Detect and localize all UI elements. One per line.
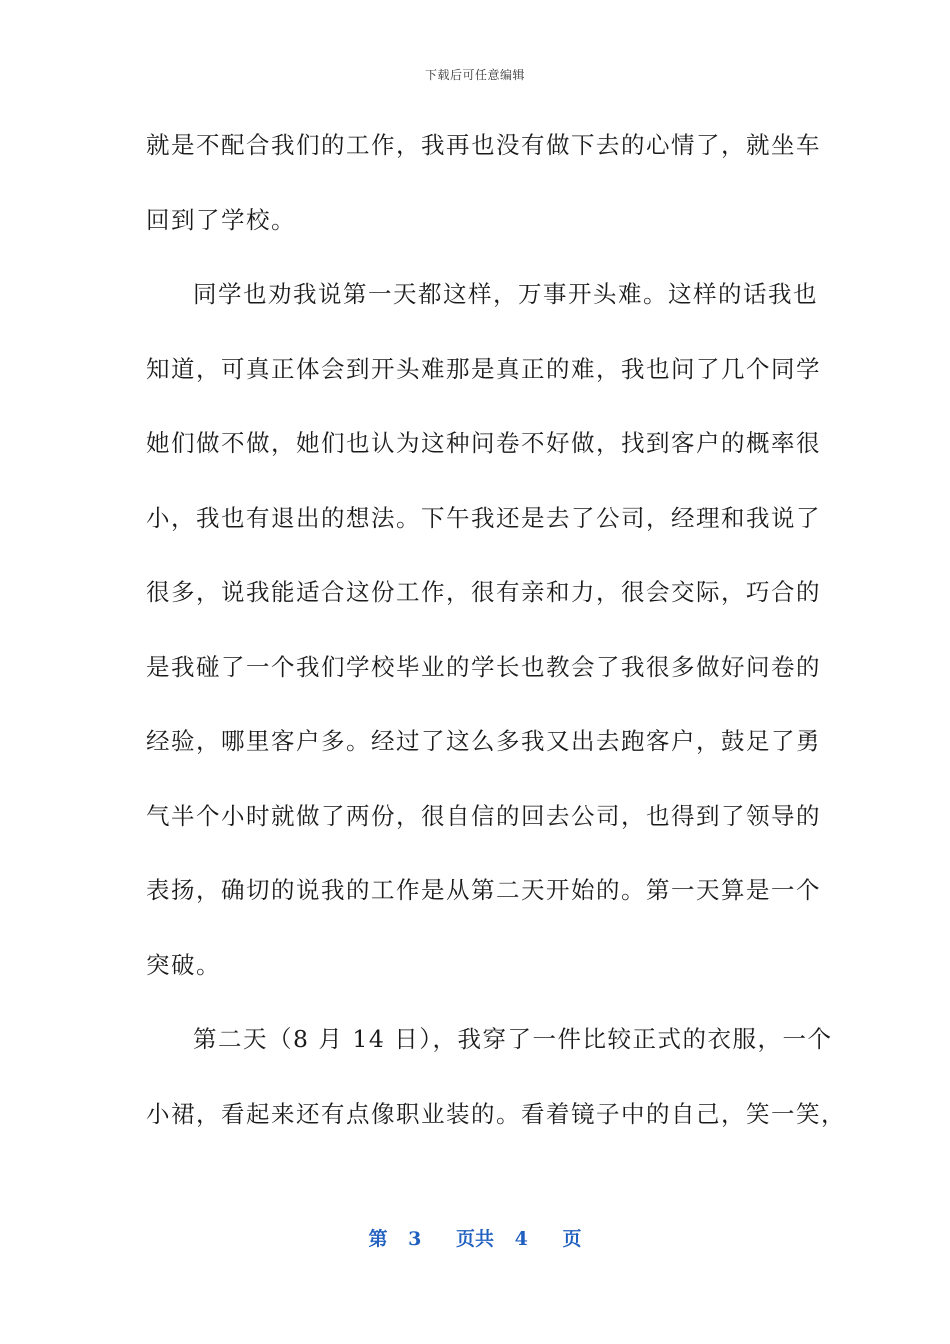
page-header: 下载后可任意编辑 bbox=[424, 68, 525, 82]
text-line: 很多，说我能适合这份工作，很有亲和力，很会交际，巧合的 bbox=[146, 578, 821, 606]
text-line: 就是不配合我们的工作，我再也没有做下去的心情了，就坐车 bbox=[146, 131, 821, 159]
text-line: 表扬，确切的说我的工作是从第二天开始的。第一天算是一个 bbox=[146, 876, 821, 904]
page-label-prefix: 第 bbox=[368, 1228, 388, 1250]
text-line: 知道，可真正体会到开头难那是真正的难，我也问了几个同学 bbox=[146, 354, 821, 383]
text-line: 小裙，看起来还有点像职业装的。看着镜子中的自己，笑一笑， bbox=[146, 1099, 846, 1128]
page-label-suffix: 页 bbox=[562, 1228, 582, 1250]
paragraph-start-line: 第二天（8 月 14 日），我穿了一件比较正式的衣服，一个 bbox=[193, 1025, 833, 1053]
total-pages-number: 4 bbox=[514, 1228, 528, 1250]
current-page-number: 3 bbox=[408, 1228, 422, 1250]
page-footer bbox=[0, 1224, 950, 1251]
text-line: 她们做不做，她们也认为这种问卷不好做，找到客户的概率很 bbox=[146, 429, 821, 457]
text-line: 是我碰了一个我们学校毕业的学长也教会了我很多做好问卷的 bbox=[146, 652, 821, 681]
document-body bbox=[146, 108, 846, 1151]
text-line: 经验，哪里客户多。经过了这么多我又出去跑客户，鼓足了勇 bbox=[146, 727, 821, 755]
paragraph-start-line: 同学也劝我说第一天都这样，万事开头难。这样的话我也 bbox=[193, 280, 818, 308]
text-line: 气半个小时就做了两份，很自信的回去公司，也得到了领导的 bbox=[146, 801, 821, 830]
text-line: 小，我也有退出的想法。下午我还是去了公司，经理和我说了 bbox=[146, 503, 821, 532]
page-label-middle: 页共 bbox=[455, 1228, 494, 1250]
text-line: 突破。 bbox=[146, 950, 221, 979]
text-line: 回到了学校。 bbox=[146, 205, 296, 234]
